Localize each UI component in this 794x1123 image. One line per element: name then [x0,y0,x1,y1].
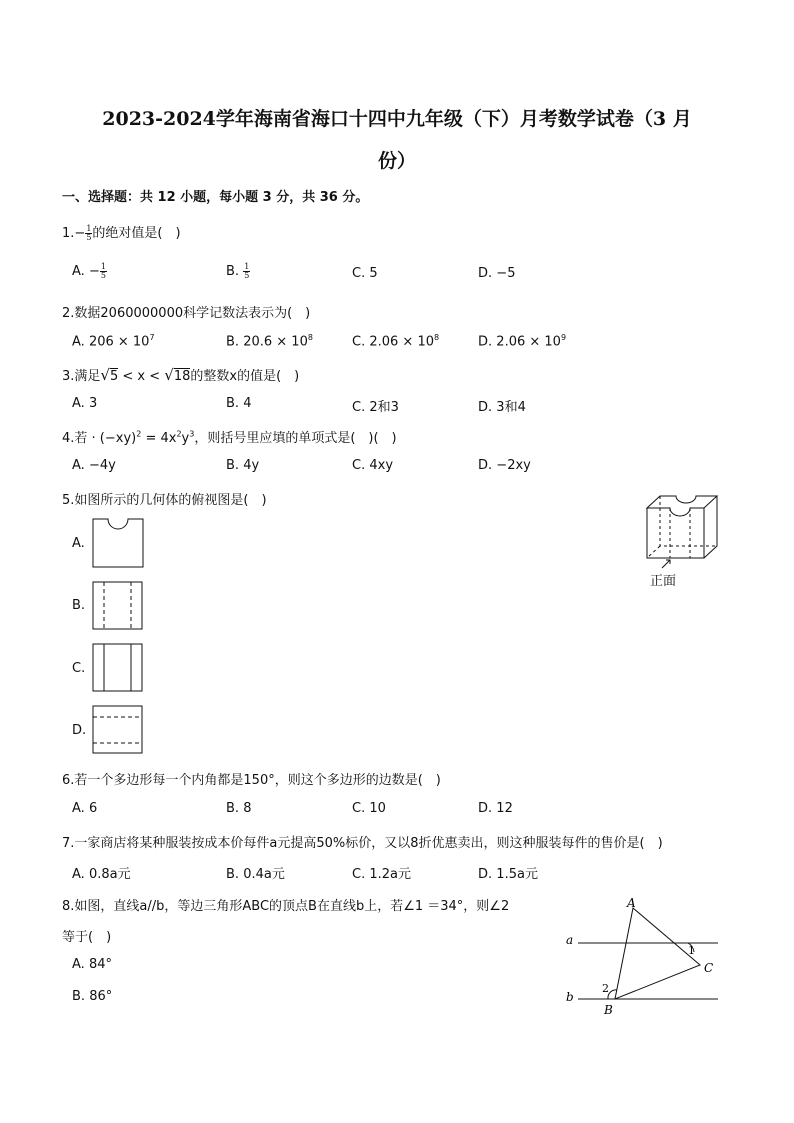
page-title-line2: 份） [377,150,416,172]
question-1: 1.− $\frac{1}{5}$ 的绝对值是( ) [62,224,181,242]
q8-triangle-figure [560,892,725,1020]
vertex-b-label: B [604,1003,613,1017]
q7-option-b: B. 0.4a元 [226,867,285,882]
question-4: 4.若 · $(-xy)^2 = 4x^2y^3$，则括号里应填的单项式是( )( ) [62,429,397,446]
q5-option-a-figure [92,518,144,568]
q2-option-c: C. $2.06 \times 10^8$ [352,333,440,350]
q1-option-c: C. 5 [352,266,378,281]
question-5: 5.如图所示的几何体的俯视图是( ) [62,493,267,508]
question-7: 7.一家商店将某种服装按成本价每件a元提高50%标价，又以8折优惠卖出，则这种服装每件的售价是( ) [62,836,663,851]
q5-option-b-figure [92,581,144,631]
q4-option-d: D. −2xy [478,458,531,473]
q5-option-c-figure [92,643,144,693]
question-2: 2.数据2060000000科学记数法表示为( ) [62,306,311,321]
q8-option-a: A. 84° [72,957,112,972]
q8-option-b: B. 86° [72,989,113,1004]
q4-option-c: C. 4xy [352,458,394,473]
q5-option-a-label: A. [72,536,85,551]
q6-option-c: C. 10 [352,801,386,816]
question-3: 3.满足√5 < x < √18的整数x的值是( ) [62,366,300,384]
q1-option-a: A. − $\frac{1}{5}$ [72,262,106,280]
q3-option-a: A. 3 [72,396,98,411]
q7-option-a: A. 0.8a元 [72,867,131,882]
q5-option-b-label: B. [72,598,86,613]
q3-option-b: B. 4 [226,396,252,411]
question-6: 6.若一个多边形每一个内角都是150°，则这个多边形的边数是( ) [62,773,441,788]
vertex-a-label: A [627,896,636,910]
q4-option-a: A. −4y [72,458,116,473]
q1-option-d: D. −5 [478,266,516,281]
q7-option-c: C. 1.2a元 [352,867,412,882]
vertex-c-label: C [704,961,714,975]
fraction: $\frac{1}{5}$ [86,224,92,242]
q1-option-b: B. $\frac{1}{5}$ [226,262,250,280]
q2-option-b: B. $20.6 \times 10^8$ [226,333,313,350]
q5-option-c-label: C. [72,661,86,676]
section-heading: 一、选择题：共 12 小题，每小题 3 分，共 36 分。 [62,190,369,205]
q3-option-c: C. 2和3 [352,400,399,415]
q3-option-d: D. 3和4 [478,400,526,415]
line-b-label: b [566,990,574,1004]
q5-option-d-label: D. [72,723,87,738]
angle-1-label: 1 [688,944,695,957]
question-8-line1: 8.如图，直线a//b，等边三角形ABC的顶点B在直线b上，若∠1 ＝34°，则∠2 [62,899,510,914]
q6-option-b: B. 8 [226,801,252,816]
q7-option-d: D. 1.5a元 [478,867,538,882]
q5-option-d-figure [92,705,144,755]
line-a-label: a [566,933,574,947]
q6-option-a: A. 6 [72,801,98,816]
q2-option-a: A. $206 \times 10^7$ [72,333,155,350]
angle-2-label: 2 [602,982,609,995]
q6-option-d: D. 12 [478,801,513,816]
front-label: 正面 [650,574,677,589]
question-8-line2: 等于( ) [62,930,112,945]
page-title-line1: 2023-2024学年海南省海口十四中九年级（下）月考数学试卷（3 月 [102,108,692,130]
q4-option-b: B. 4y [226,458,260,473]
q2-option-d: D. $2.06 \times 10^9$ [478,333,567,350]
